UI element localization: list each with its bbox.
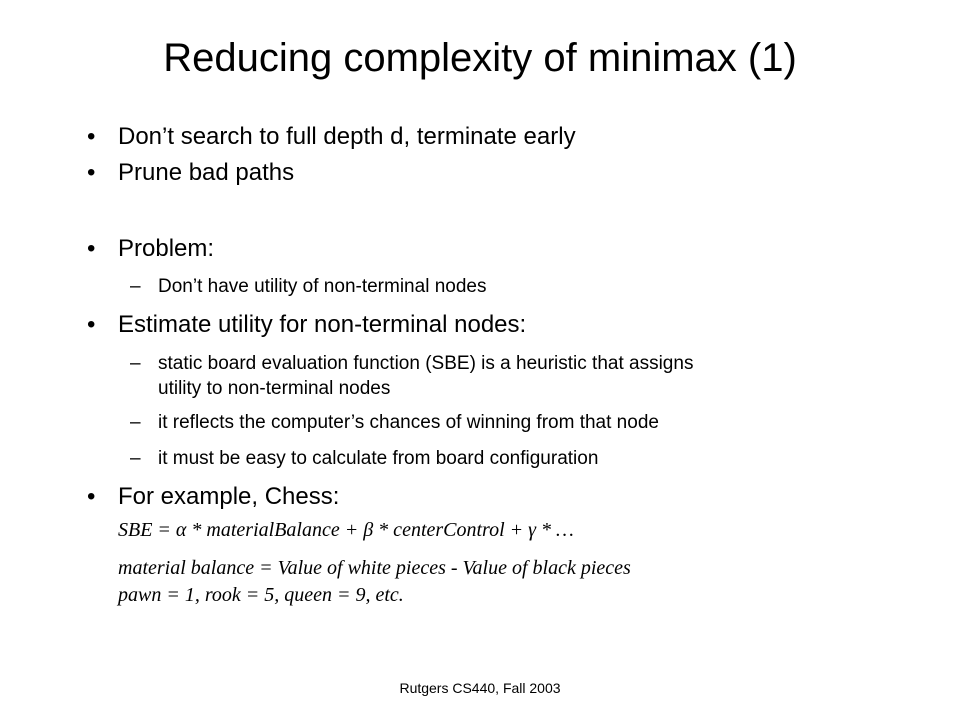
sub-bullet-text: Don’t have utility of non-terminal nodes [158, 276, 487, 297]
sub-bullet-text: it reflects the computer’s chances of winning from that node [158, 412, 659, 433]
material-balance-formula: material balance = Value of white pieces - Value of black pieces [118, 557, 631, 579]
sub-bullet-text: utility to non-terminal nodes [158, 378, 391, 399]
slide-footer: Rutgers CS440, Fall 2003 [399, 680, 561, 696]
bullet-icon: • [87, 311, 96, 338]
bullet-text: Estimate utility for non-terminal nodes: [118, 311, 527, 338]
bullet-icon: • [87, 123, 96, 150]
sub-bullet-text: it must be easy to calculate from board configuration [158, 448, 599, 469]
dash-icon: – [130, 276, 141, 297]
dash-icon: – [130, 448, 141, 469]
bullet-icon: • [87, 235, 96, 262]
bullet-icon: • [87, 483, 96, 510]
bullet-text: Don’t search to full depth d, terminate early [118, 123, 576, 150]
slide-title: Reducing complexity of minimax (1) [163, 36, 797, 80]
dash-icon: – [130, 353, 141, 374]
piece-values: pawn = 1, rook = 5, queen = 9, etc. [118, 584, 404, 606]
sub-bullet-text: static board evaluation function (SBE) is a heuristic that assigns [158, 353, 694, 374]
dash-icon: – [130, 412, 141, 433]
bullet-text: Problem: [118, 235, 215, 262]
sbe-formula: SBE = α * materialBalance + β * centerControl + γ * … [118, 519, 574, 541]
bullet-text: For example, Chess: [118, 483, 340, 510]
bullet-text: Prune bad paths [118, 159, 295, 186]
bullet-icon: • [87, 159, 96, 186]
